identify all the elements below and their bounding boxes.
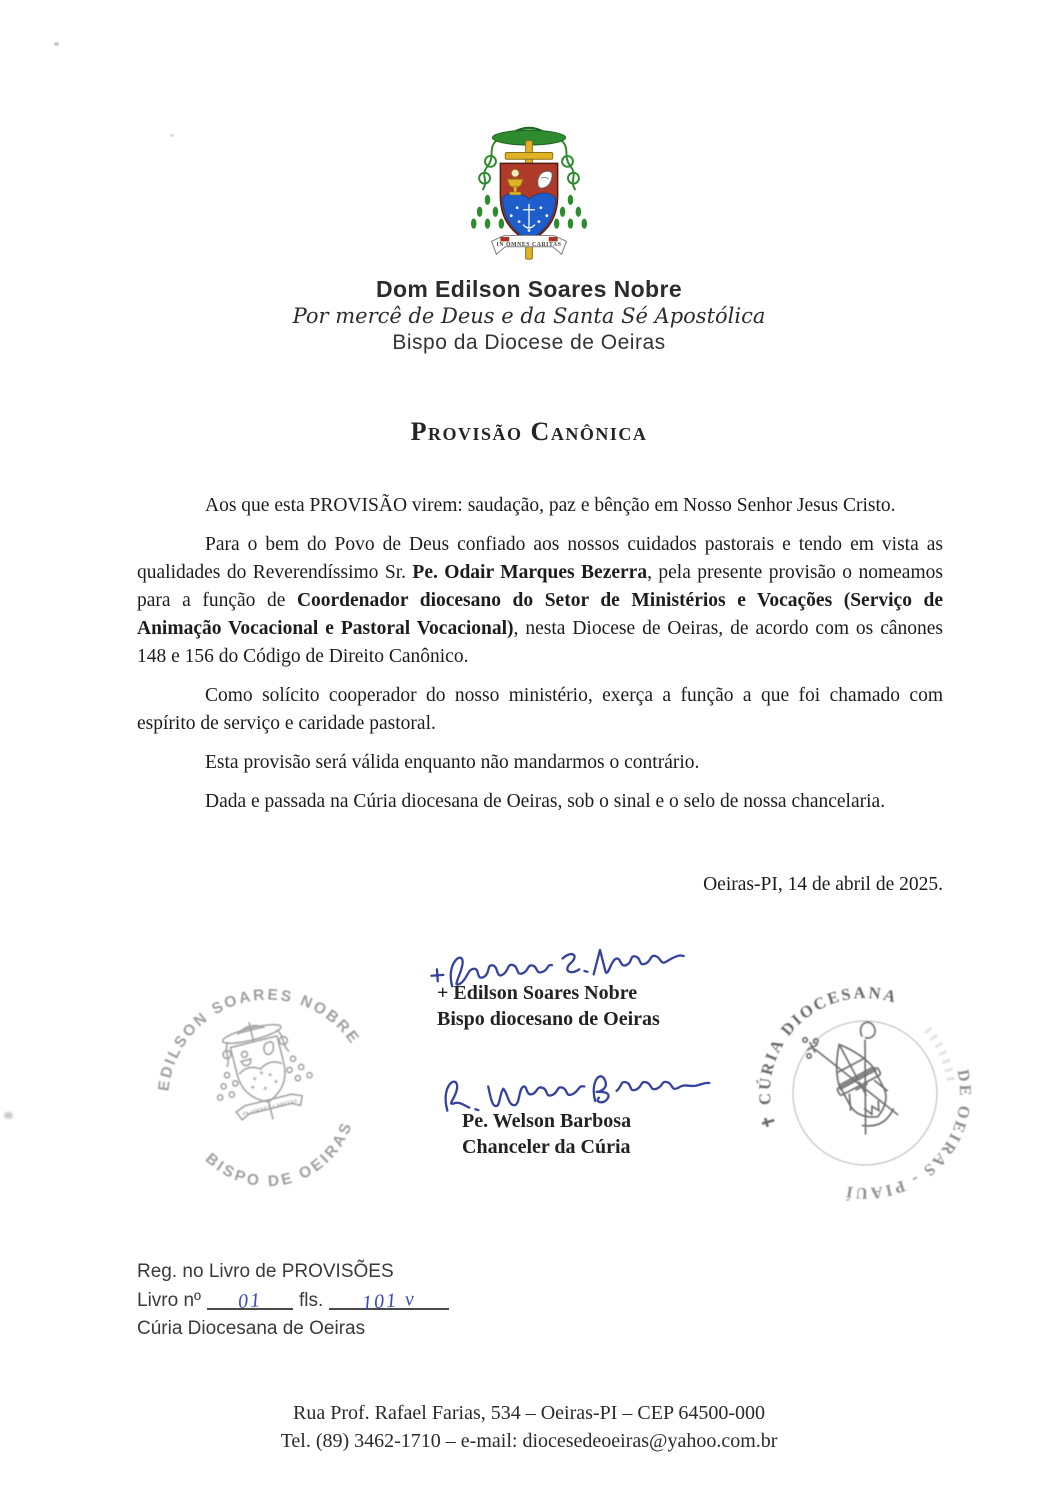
paragraph-text: Para o bem do Povo de Deus confiado aos nossos cuidados pastorais e tendo em vista as qualidades do Reverendíssimo Sr. — [137, 534, 943, 583]
book-number-field — [207, 1286, 293, 1314]
paragraph-text: , nesta Diocese de Oeiras, de acordo com os cânones 148 e 156 do Código de Direito Canônico. — [137, 618, 943, 667]
bishop-signature-block — [437, 980, 660, 1032]
scan-speck — [170, 134, 174, 137]
appointee-name: Pe. Odair Marques Bezerra — [412, 562, 648, 583]
footer-contact: Tel. (89) 3462-1710 – e-mail: diocesedeoeiras@yahoo.com.br — [280, 1430, 778, 1452]
bishop-signature-title: Bispo diocesano de Oeiras — [437, 1008, 660, 1030]
footer-address: Rua Prof. Rafael Farias, 534 – Oeiras-PI – CEP 64500-000 — [293, 1402, 765, 1424]
paragraph-text: Aos que esta PROVISÃO virem: saudação, paz e bênção em Nosso Senhor Jesus Cristo. — [205, 495, 896, 516]
svg-text:✝ CÚRIA DIOCESANA — [738, 966, 931, 1135]
faded-ring-text — [923, 1028, 958, 1085]
dateline: Oeiras-PI, 14 de abril de 2025. — [703, 874, 943, 895]
curia-seal-bottom-text: DE OEIRAS - PIAUÍ — [842, 1068, 976, 1204]
bishop-role: Bispo da Diocese de Oeiras — [392, 331, 666, 354]
paragraph-text: , pela presente provisão o nomeamos para a função de — [137, 562, 943, 611]
crest-motto-text: IN OMNES CARITAS — [496, 242, 562, 249]
scan-speck — [54, 42, 59, 46]
sheet-number-field — [329, 1286, 449, 1315]
bishop-name: Dom Edilson Soares Nobre — [375, 276, 683, 302]
curia-seal-stamp — [738, 966, 992, 1220]
letterhead — [0, 116, 1058, 355]
document-body — [137, 492, 943, 827]
sheet-number-handwritten: 101 v — [361, 1287, 418, 1315]
curia-seal-top-text: ✝ CÚRIA DIOCESANA — [754, 982, 901, 1132]
paragraph-issuance — [137, 788, 943, 816]
footer — [0, 1399, 1058, 1455]
paragraph-text: Dada e passada na Cúria diocesana de Oeiras, sob o sinal e o selo de nossa chancelaria. — [205, 791, 886, 812]
paragraph-text: Como solícito cooperador do nosso ministério, exerça a função a que foi chamado com espírito de serviço e caridade pastoral. — [137, 685, 943, 734]
document-title: Provisão Canônica — [410, 417, 648, 446]
chancellor-signature-block — [462, 1108, 631, 1160]
svg-text:BISPO DE OEIRAS — [200, 1115, 367, 1207]
scan-speck — [4, 1112, 13, 1119]
registration-line3: Cúria Diocesana de Oeiras — [137, 1318, 366, 1339]
bishop-seal-stamp — [142, 980, 394, 1222]
crest-shield — [500, 163, 557, 241]
chancellor-printed-name: Pe. Welson Barbosa — [462, 1110, 632, 1132]
episcopal-coat-of-arms — [450, 116, 608, 266]
paragraph-validity — [137, 749, 943, 777]
bishop-seal-bottom-text: BISPO DE OEIRAS — [202, 1118, 357, 1191]
letterhead-motto: Por mercê de Deus e da Santa Sé Apostólica — [292, 304, 766, 328]
book-number-handwritten: 01 — [237, 1288, 263, 1314]
paragraph-exhortation — [137, 682, 943, 738]
registration-line1: Reg. no Livro de PROVISÕES — [137, 1261, 394, 1282]
registration-line2 — [137, 1286, 455, 1315]
paragraph-appointment — [137, 531, 943, 671]
book-number-label: Livro nº — [137, 1290, 201, 1311]
registration-block — [137, 1258, 455, 1343]
bishop-printed-name: + Edilson Soares Nobre — [437, 982, 638, 1004]
bishop-seal-motto: IN OMNES CARITAS — [242, 1098, 299, 1118]
curia-seal-emblem — [799, 1007, 917, 1142]
paragraph-salutation — [137, 492, 943, 520]
sheet-label: fls. — [298, 1290, 324, 1311]
chancellor-signature-title: Chanceler da Cúria — [462, 1136, 631, 1158]
paragraph-text: Esta provisão será válida enquanto não mandarmos o contrário. — [205, 752, 700, 773]
appointed-office: Coordenador diocesano do Setor de Ministérios e Vocações (Serviço de Animação Vocacional e Pastoral Vocacional) — [137, 590, 944, 639]
bishop-seal-top-text: EDILSON SOARES NOBRE — [155, 986, 364, 1093]
